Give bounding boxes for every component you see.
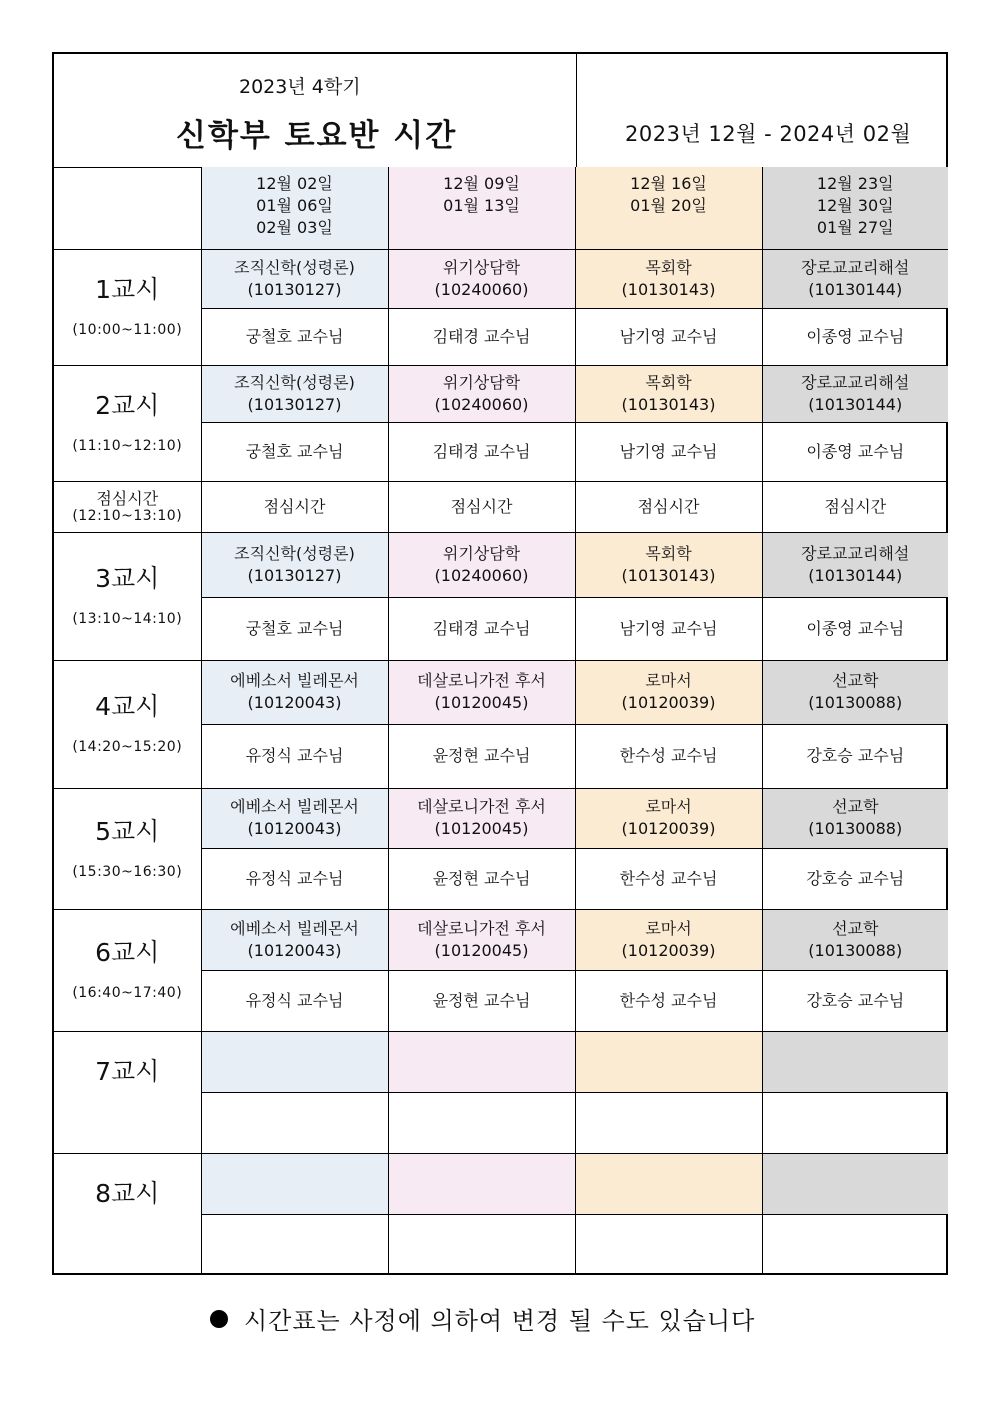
professor-cell: 이종영 교수님 [762,308,948,365]
course-row [54,1031,948,1092]
professor-cell: 궁철호 교수님 [201,422,388,481]
professor-cell: 강호승 교수님 [762,724,948,788]
lunch-period-cell: 점심시간 (12:10~13:10) [54,481,201,532]
period-cell: 7교시 [54,1031,201,1153]
course-cell: 에베소서 빌레몬서 (10120043) [201,909,388,970]
course-cell: 장로교교리해설 (10130144) [762,249,948,308]
course-cell: 목회학 (10130143) [575,532,762,597]
course-cell: 선교학 (10130088) [762,660,948,724]
course-cell: 조직신학(성령론) (10130127) [201,365,388,422]
course-cell: 에베소서 빌레몬서 (10120043) [201,788,388,848]
period-cell: 4교시 (14:20~15:20) [54,660,201,788]
professor-cell: 윤정현 교수님 [388,970,575,1031]
professor-cell: 윤정현 교수님 [388,724,575,788]
course-cell: 로마서 (10120039) [575,660,762,724]
professor-cell: 남기영 교수님 [575,597,762,660]
professor-cell: 김태경 교수님 [388,308,575,365]
header-title-block [54,54,577,167]
professor-cell: 한수성 교수님 [575,970,762,1031]
course-row [54,660,948,724]
date-header-row [54,167,948,249]
professor-cell: 한수성 교수님 [575,848,762,909]
timetable-header [54,54,946,168]
date-cell: 12월 09일 01월 13일 [388,167,575,249]
date-cell: 12월 16일 01월 20일 [575,167,762,249]
date-cell: 12월 23일 12월 30일 01월 27일 [762,167,948,249]
period-cell: 3교시 (13:10~14:10) [54,532,201,660]
period-cell: 5교시 (15:30~16:30) [54,788,201,909]
professor-cell: 이종영 교수님 [762,422,948,481]
period-cell: 2교시 (11:10~12:10) [54,365,201,481]
course-row [54,788,948,848]
period-cell: 1교시 (10:00~11:00) [54,249,201,365]
course-row [54,532,948,597]
professor-cell: 궁철호 교수님 [201,597,388,660]
professor-cell: 김태경 교수님 [388,597,575,660]
course-cell: 위기상담학 (10240060) [388,365,575,422]
course-cell: 위기상담학 (10240060) [388,249,575,308]
course-row [54,249,948,308]
professor-cell [762,1092,948,1153]
course-cell: 선교학 (10130088) [762,909,948,970]
course-cell [575,1153,762,1214]
lunch-cell: 점심시간 [762,481,948,532]
course-cell: 데살로니가전 후서 (10120045) [388,660,575,724]
course-cell: 장로교교리해설 (10130144) [762,532,948,597]
course-row [54,365,948,422]
course-row [54,909,948,970]
professor-cell [388,1092,575,1153]
professor-cell: 유정식 교수님 [201,970,388,1031]
period-cell: 6교시 (16:40~17:40) [54,909,201,1031]
professor-cell [388,1214,575,1273]
course-cell [762,1153,948,1214]
course-cell: 목회학 (10130143) [575,365,762,422]
course-cell: 로마서 (10120039) [575,909,762,970]
course-cell: 데살로니가전 후서 (10120045) [388,788,575,848]
footer-note-text: 시간표는 사정에 의하여 변경 될 수도 있습니다 [244,1307,756,1335]
course-cell: 조직신학(성령론) (10130127) [201,532,388,597]
professor-cell: 궁철호 교수님 [201,308,388,365]
course-cell [575,1031,762,1092]
course-row [54,1153,948,1214]
course-cell: 선교학 (10130088) [762,788,948,848]
course-cell: 조직신학(성령론) (10130127) [201,249,388,308]
professor-cell: 강호승 교수님 [762,970,948,1031]
professor-cell: 남기영 교수님 [575,308,762,365]
term-label: 2023년 4학기 [239,76,361,98]
bullet-icon [210,1310,228,1328]
corner-cell [54,167,201,249]
professor-cell [575,1214,762,1273]
professor-cell [201,1214,388,1273]
professor-cell: 남기영 교수님 [575,422,762,481]
page-title: 신학부 토요반 시간 [176,118,458,154]
course-cell [388,1031,575,1092]
lunch-cell: 점심시간 [201,481,388,532]
professor-cell [201,1092,388,1153]
course-cell [388,1153,575,1214]
lunch-cell: 점심시간 [575,481,762,532]
course-cell: 장로교교리해설 (10130144) [762,365,948,422]
course-cell [762,1031,948,1092]
course-cell: 에베소서 빌레몬서 (10120043) [201,660,388,724]
course-cell [201,1153,388,1214]
professor-cell: 이종영 교수님 [762,597,948,660]
timetable-sheet [52,52,948,1275]
period-cell: 8교시 [54,1153,201,1273]
course-cell: 위기상담학 (10240060) [388,532,575,597]
course-cell: 로마서 (10120039) [575,788,762,848]
date-cell: 12월 02일 01월 06일 02월 03일 [201,167,388,249]
professor-cell [762,1214,948,1273]
course-cell: 목회학 (10130143) [575,249,762,308]
course-cell [201,1031,388,1092]
professor-cell: 강호승 교수님 [762,848,948,909]
professor-cell: 한수성 교수님 [575,724,762,788]
professor-cell: 유정식 교수님 [201,724,388,788]
period-range: 2023년 12월 - 2024년 02월 [625,122,912,146]
professor-cell [575,1092,762,1153]
course-cell: 데살로니가전 후서 (10120045) [388,909,575,970]
lunch-row [54,481,948,532]
footer-note [210,1301,755,1336]
lunch-cell: 점심시간 [388,481,575,532]
timetable [54,167,948,1274]
professor-cell: 김태경 교수님 [388,422,575,481]
professor-cell: 윤정현 교수님 [388,848,575,909]
professor-cell: 유정식 교수님 [201,848,388,909]
